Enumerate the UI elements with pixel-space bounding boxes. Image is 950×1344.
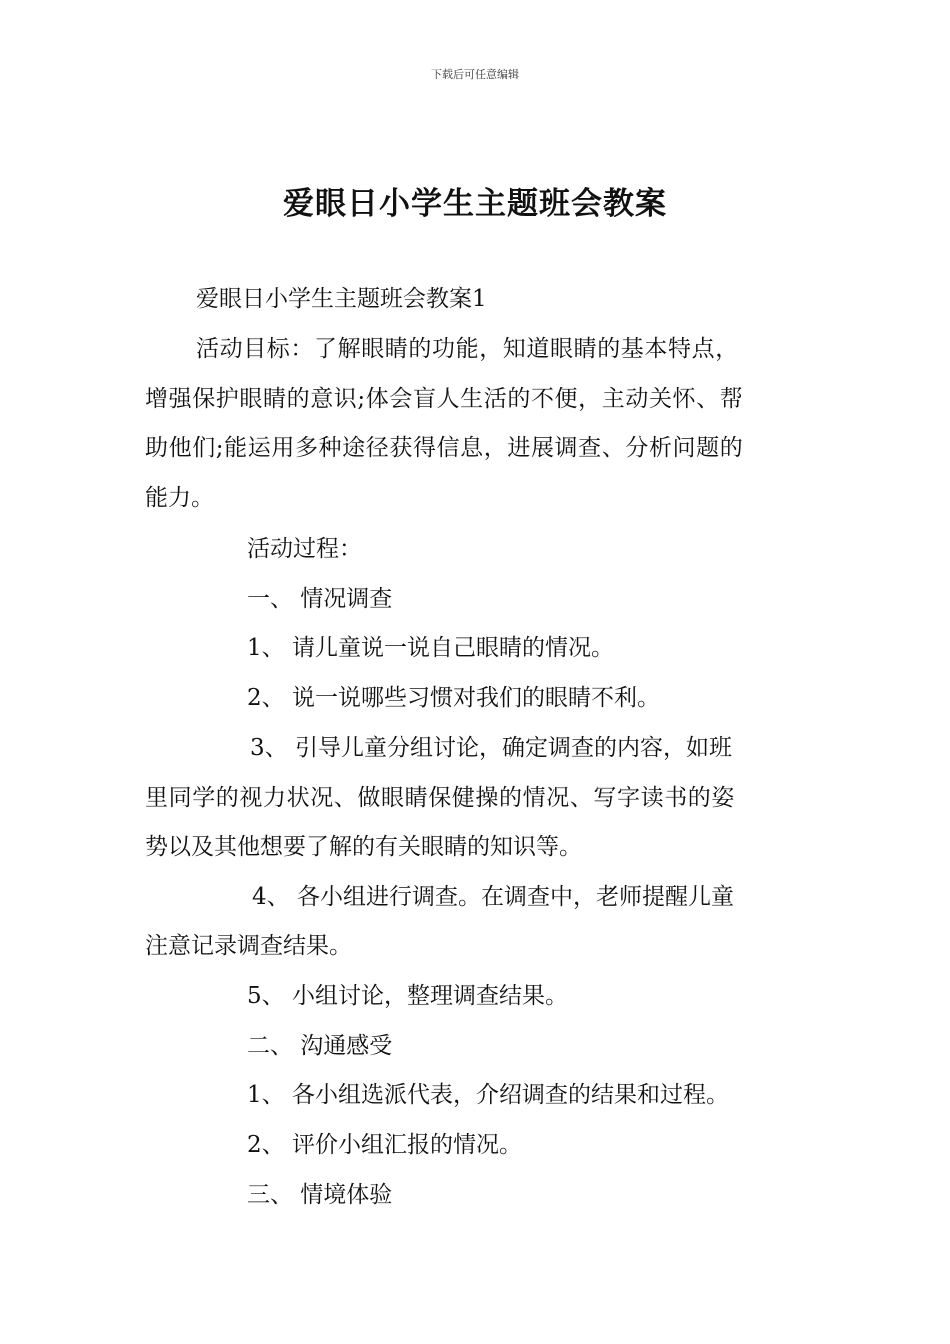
paragraph-line: 注意记录调查结果。 bbox=[145, 933, 352, 959]
list-item: 2、 评价小组汇报的情况。 bbox=[247, 1132, 522, 1158]
list-item: 4、 各小组进行调查。在调查中，老师提醒儿童 bbox=[252, 884, 734, 910]
list-item: 5、 小组讨论，整理调查结果。 bbox=[247, 983, 568, 1009]
paragraph-line: 活动过程： bbox=[247, 536, 362, 562]
header-note: 下载后可任意编辑 bbox=[431, 68, 519, 81]
paragraph-line: 助他们;能运用多种途径获得信息，进展调查、分析问题的 bbox=[145, 435, 744, 461]
paragraph-line: 活动目标：了解眼睛的功能，知道眼睛的基本特点， bbox=[196, 336, 739, 362]
list-heading: 一、 情况调查 bbox=[247, 586, 393, 612]
list-item: 1、 各小组选派代表，介绍调查的结果和过程。 bbox=[247, 1082, 729, 1108]
list-heading: 三、 情境体验 bbox=[247, 1182, 393, 1208]
section-heading: 爱眼日小学生主题班会教案1 bbox=[196, 286, 487, 312]
paragraph-line: 增强保护眼睛的意识;体会盲人生活的不便，主动关怀、帮 bbox=[145, 386, 744, 412]
paragraph-line: 能力。 bbox=[145, 485, 214, 511]
paragraph-line: 势以及其他想要了解的有关眼睛的知识等。 bbox=[145, 834, 582, 860]
list-item: 3、 引导儿童分组讨论，确定调查的内容，如班 bbox=[250, 735, 732, 761]
list-item: 1、 请儿童说一说自己眼睛的情况。 bbox=[247, 635, 614, 661]
paragraph-line: 里同学的视力状况、做眼睛保健操的情况、写字读书的姿 bbox=[145, 785, 735, 811]
document-title: 爱眼日小学生主题班会教案 bbox=[283, 186, 667, 222]
list-heading: 二、 沟通感受 bbox=[247, 1033, 393, 1059]
list-item: 2、 说一说哪些习惯对我们的眼睛不利。 bbox=[247, 685, 660, 711]
